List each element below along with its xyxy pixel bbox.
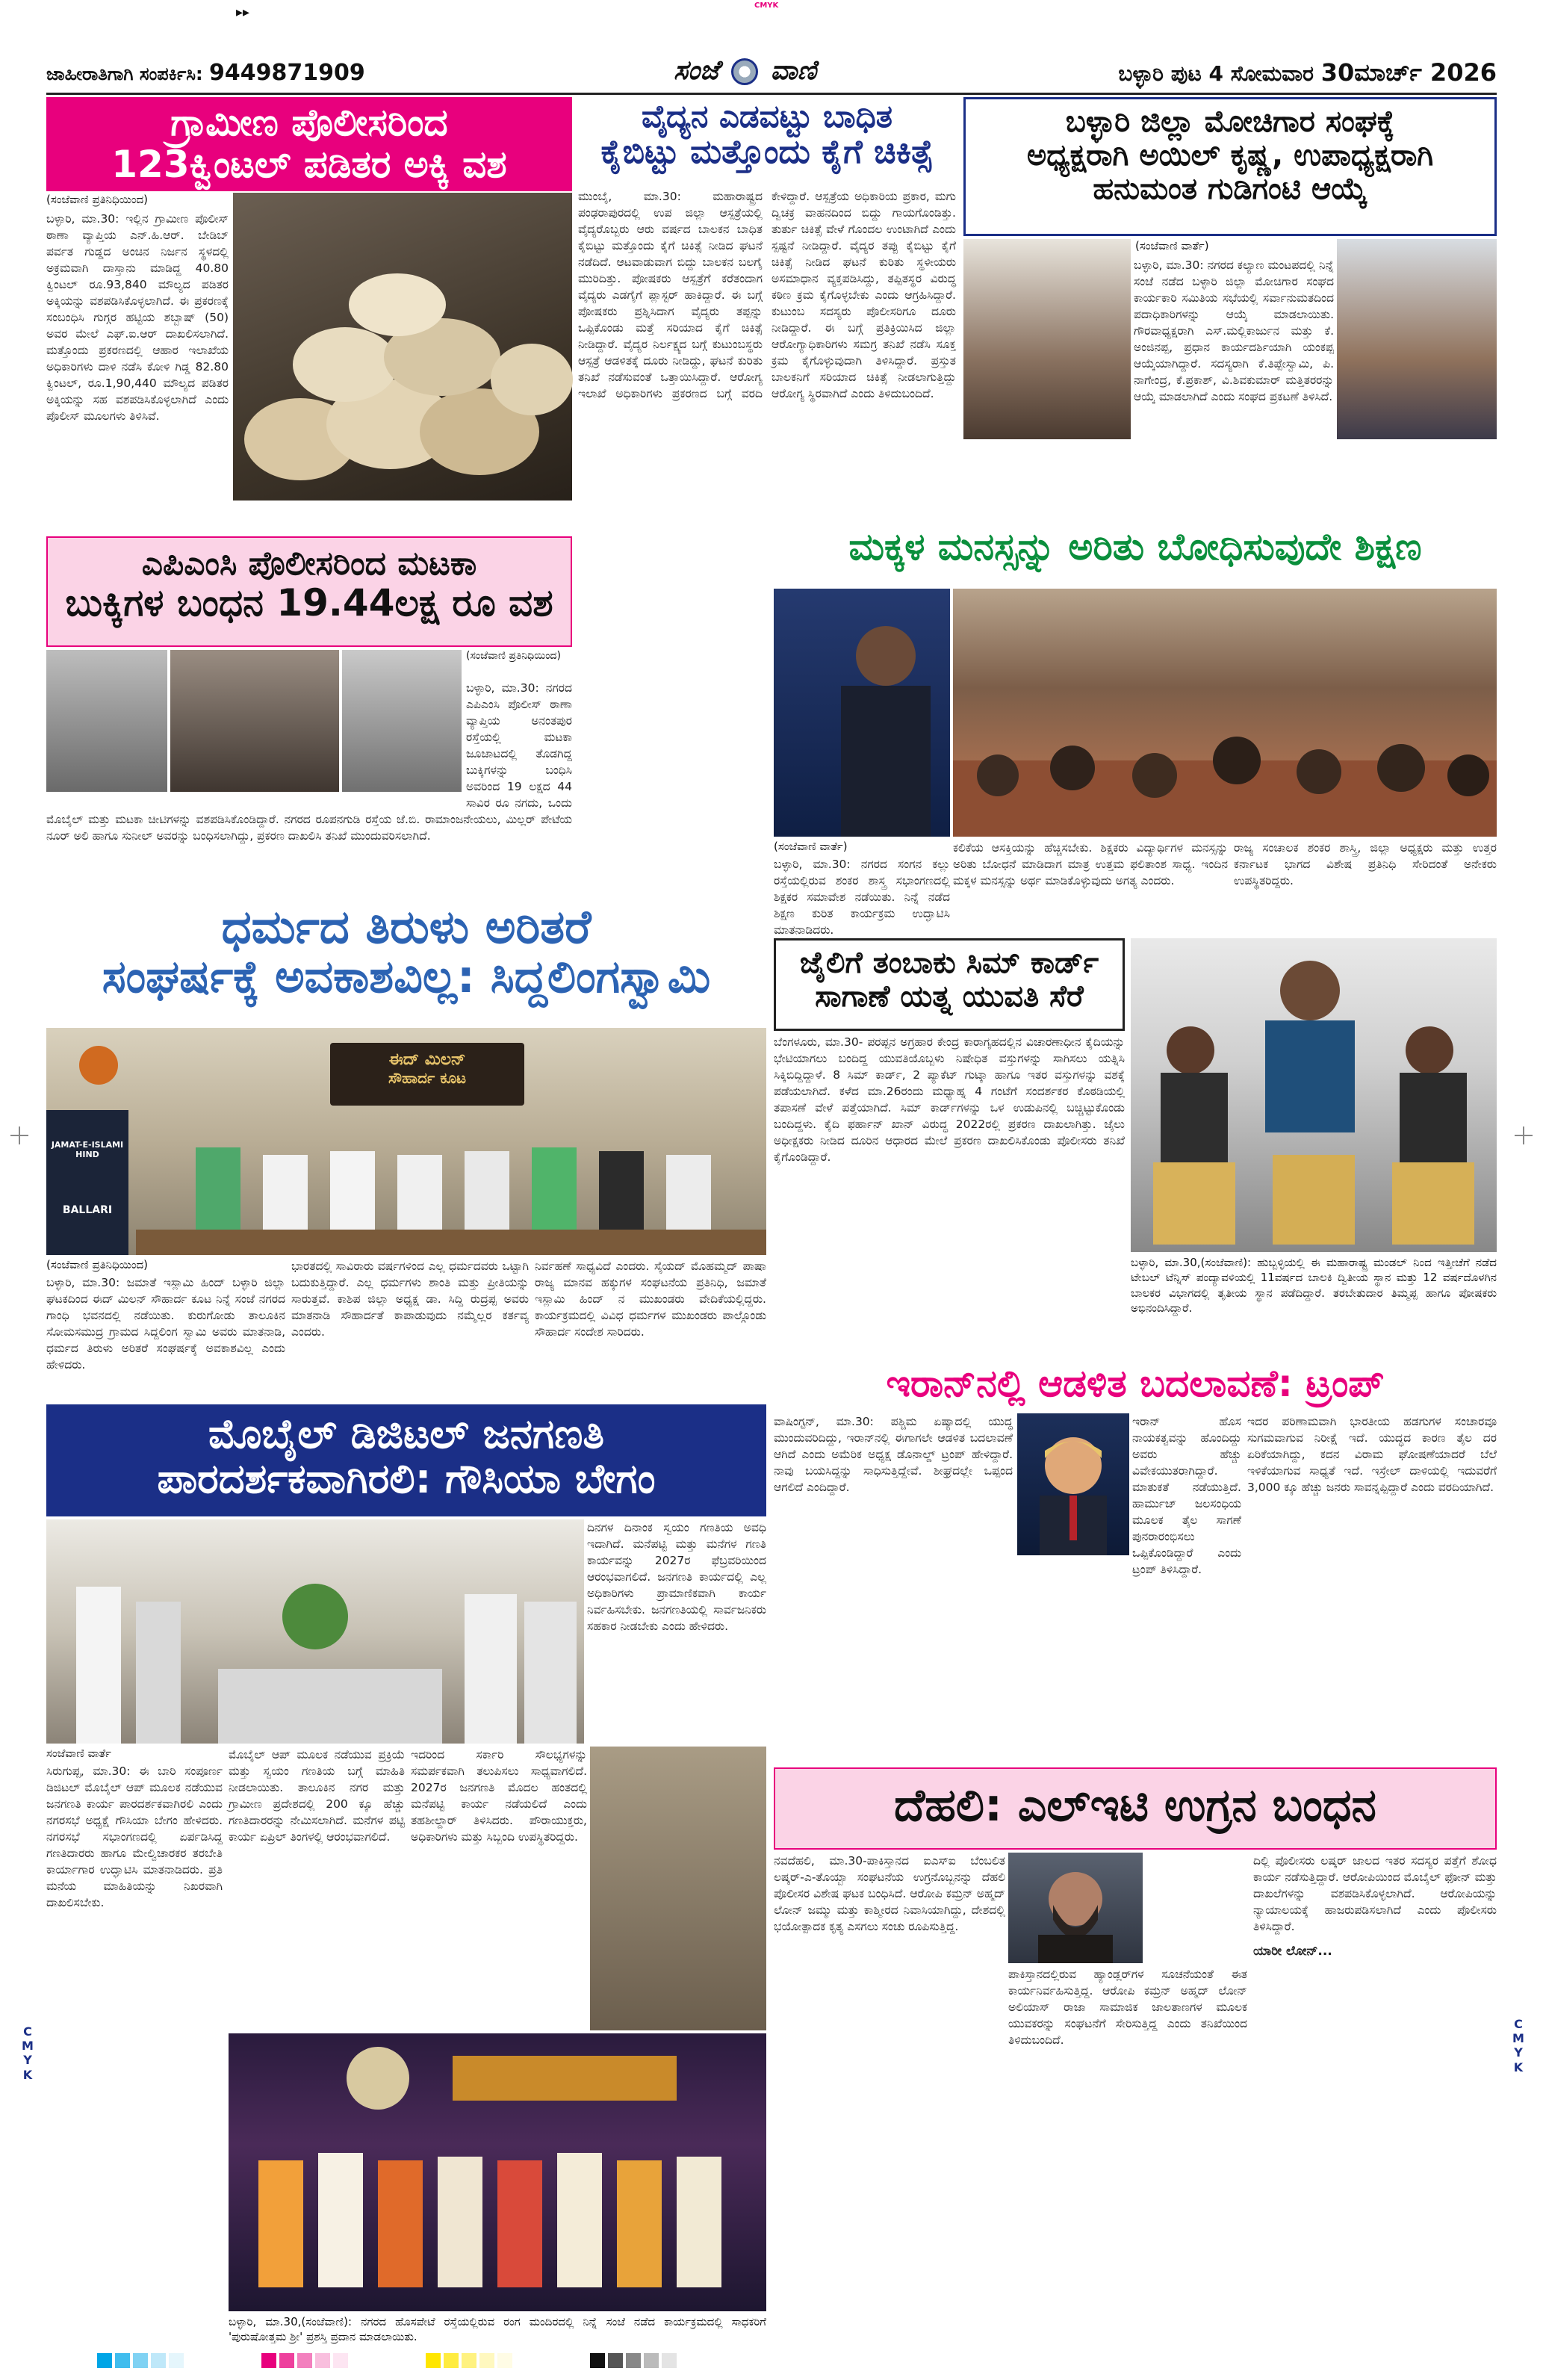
registration-mark-left [10,1127,28,1144]
association-body [963,257,1497,511]
iran-headline-box [774,1358,1497,1410]
edition-info [1118,58,1497,87]
podium-label: JAMAT-E-ISLAMI HIND [51,1140,124,1159]
census-dateline: ಸಂಜೆವಾಣಿ ವಾರ್ತೆ [46,1747,111,1760]
ration-headline-line1: ಗ್ರಾಮೀಣ ಪೊಲೀಸರಿಂದ [170,101,448,144]
doctor-body: ಮುಂಬೈ, ಮಾ.30: ಮಹಾರಾಷ್ಟ್ರದ ಪಂಢರಾಪುರದಲ್ಲಿ ಉಪ ಜಿಲ್ಲಾ ಆಸ್ಪತ್ರೆಯಲ್ಲಿ ವೈದ್ಯರೊಬ್ಬರು ಆರು ವರ್ಷದ ಬಾಲಕನ ಬಾಧಿತ ಕೈಬಿಟ್ಟು ಮತ್ತೊಂದು ಕೈಗೆ ಚಿಕಿತ್ಸೆ ನೀಡಿದ ಘಟನೆ ನಡೆದಿದೆ. ಆಟವಾಡುವಾಗ ಬಿದ್ದು ಬಾಲಕನ ಬಲಗೈ ಮುರಿದಿತ್ತು. ಪೋಷಕರು ಆಸ್ಪತ್ರೆಗೆ ಕರೆತಂದಾಗ ವೈದ್ಯರು ಎಡಗೈಗೆ ಪ್ಲಾಸ್ಟರ್ ಹಾಕಿದ್ದಾರೆ. ಈ ಬಗ್ಗೆ ಪೋಷಕರು ಪ್ರಶ್ನಿಸಿದಾಗ ವೈದ್ಯರು ತಪ್ಪನ್ನು ಒಪ್ಪಿಕೊಂಡು ಮತ್ತೆ ಸರಿಯಾದ ಕೈಗೆ ಚಿಕಿತ್ಸೆ ನೀಡಿದ್ದಾರೆ. ವೈದ್ಯರ ನಿರ್ಲಕ್ಷ್ಯದ ಬಗ್ಗೆ ಕುಟುಂಬಸ್ಥರು ಆಸ್ಪತ್ರೆ ಆಡಳಿತಕ್ಕೆ ದೂರು ನೀಡಿದ್ದು, ಘಟನೆ ಕುರಿತು ತನಿಖೆ ನಡೆಸುವಂತೆ ಒತ್ತಾಯಿಸಿದ್ದಾರೆ. ಆರೋಗ್ಯ ಇಲಾಖೆ ಅಧಿಕಾರಿಗಳು ಪ್ರಕರಣದ ಬಗ್ಗೆ ವರದಿ ಕೇಳಿದ್ದಾರೆ. ಆಸ್ಪತ್ರೆಯ ಅಧಿಕಾರಿಯ ಪ್ರಕಾರ, ಮಗು ದ್ವಿಚಕ್ರ ವಾಹನದಿಂದ ಬಿದ್ದು ಗಾಯಗೊಂಡಿತ್ತು. ತುರ್ತು ಚಿಕಿತ್ಸೆ ವೇಳೆ ಗೊಂದಲ ಉಂಟಾಗಿದೆ ಎಂದು ಸ್ಪಷ್ಟನೆ ನೀಡಿದ್ದಾರೆ. ವೈದ್ಯರ ತಪ್ಪು ಕೈಬಿಟ್ಟು ಕೈಗೆ ಚಿಕಿತ್ಸೆ ನೀಡಿದ ಘಟನೆ ಕುರಿತು ಸ್ಥಳೀಯರು ಅಸಮಾಧಾನ ವ್ಯಕ್ತಪಡಿಸಿದ್ದು, ತಪ್ಪಿತಸ್ಥರ ವಿರುದ್ಧ ಕಠಿಣ ಕ್ರಮ ಕೈಗೊಳ್ಳಬೇಕು ಎಂದು ಆಗ್ರಹಿಸಿದ್ದಾರೆ. ಕುಟುಂಬ ಸದಸ್ಯರು ಪೊಲೀಸರಿಗೂ ದೂರು ನೀಡಿದ್ದಾರೆ. ಈ ಬಗ್ಗೆ ಪ್ರತಿಕ್ರಿಯಿಸಿದ ಜಿಲ್ಲಾ ಆರೋಗ್ಯಾಧಿಕಾರಿಗಳು ಸಮಗ್ರ ತನಿಖೆ ನಡೆಸಿ ಸೂಕ್ತ ಕ್ರಮ ಕೈಗೊಳ್ಳುವುದಾಗಿ ತಿಳಿಸಿದ್ದಾರೆ. ಪ್ರಸ್ತುತ ಬಾಲಕನಿಗೆ ಸರಿಯಾದ ಚಿಕಿತ್ಸೆ ನೀಡಲಾಗುತ್ತಿದ್ದು ಆರೋಗ್ಯ ಸ್ಥಿರವಾಗಿದೆ ಎಂದು ತಿಳಿದುಬಂದಿದೆ. [578,190,956,400]
association-dateline: (ಸಂಜೆವಾಣಿ ವಾರ್ತೆ) [1135,239,1209,252]
census-headline-box [46,1404,766,1516]
education-body-mid: ಕಲಿಕೆಯ ಆಸಕ್ತಿಯನ್ನು ಹೆಚ್ಚಿಸಬೇಕು. ಶಿಕ್ಷಕರು ವಿದ್ಯಾರ್ಥಿಗಳ ಮನಸ್ಸನ್ನು ಅರಿತು ಬೋಧನೆ ಮಾಡಿದಾಗ ಮಾತ್ರ ಉತ್ತಮ ಫಲಿತಾಂಶ ಸಾಧ್ಯ. ಇಂದಿನ ಮಕ್ಕಳ ಮನಸ್ಸನ್ನು ಅರ್ಥ ಮಾಡಿಕೊಳ್ಳುವುದು ಅಗತ್ಯ ಎಂದರು. [953,841,1228,887]
eid-banner-line1: ಈದ್ ಮಿಲನ್ [388,1050,466,1069]
dharma-body-col2: ಭಾರತದಲ್ಲಿ ಸಾವಿರಾರು ವರ್ಷಗಳಿಂದ ಎಲ್ಲ ಧರ್ಮದವರು ಒಟ್ಟಾಗಿ ಬದುಕುತ್ತಿದ್ದಾರೆ. ಎಲ್ಲ ಧರ್ಮಗಳು ಶಾಂತಿ ಮತ್ತು ಪ್ರೀತಿಯನ್ನು ಸಾರುತ್ತವೆ. ಕಾಶಿಪ ಜಿಲ್ಲಾ ಅಧ್ಯಕ್ಷ ಡಾ. ಸಿದ್ದಿ ರುದ್ರಪ್ಪ ಅವರು ಮಾತನಾಡಿ ಸೌಹಾರ್ದತೆ ಕಾಪಾಡುವುದು ನಮ್ಮೆಲ್ಲರ ಕರ್ತವ್ಯ ಎಂದರು. [291,1259,529,1339]
ad-contact-label: ಜಾಹೀರಾತಿಗಾಗಿ ಸಂಪರ್ಕಿಸಿ: [46,63,203,84]
iran-body-col1: ವಾಷಿಂಗ್ಟನ್, ಮಾ.30: ಪಶ್ಚಿಮ ಏಷ್ಯಾದಲ್ಲಿ ಯುದ್ಧ ಮುಂದುವರಿದಿದ್ದು, ಇರಾನ್‌ನಲ್ಲಿ ಈಗಾಗಲೇ ಆಡಳಿತ ಬದಲಾವಣೆ ಆಗಿದೆ ಎಂದು ಅಮೆರಿಕ ಅಧ್ಯಕ್ಷ ಡೊನಾಲ್ಡ್ ಟ್ರಂಪ್ ಹೇಳಿದ್ದಾರೆ. ನಾವು ಬಯಸಿದ್ದನ್ನು ಸಾಧಿಸುತ್ತಿದ್ದೇವೆ. ಶೀಘ್ರದಲ್ಲೇ ಒಪ್ಪಂದ ಆಗಲಿದೆ ಎಂದಿದ್ದಾರೆ. [774,1415,1013,1494]
matka-headline-line2: ಬುಕ್ಕಿಗಳ ಬಂಧನ 19.44ಲಕ್ಷ ರೂ ವಶ [65,581,553,625]
census-side-photo [590,1747,766,2030]
education-headline: ಮಕ್ಕಳ ಮನಸ್ಸನ್ನು ಅರಿತು ಬೋಧಿಸುವುದೇ ಶಿಕ್ಷಣ [848,525,1422,568]
accused-terrorist-photo [1008,1853,1143,1963]
matka-body [46,680,572,843]
census-body-col2: ಮೊಬೈಲ್ ಆಪ್ ಮೂಲಕ ನಡೆಯುವ ಪ್ರಕ್ರಿಯೆ ಮತ್ತು ಸ್ವಯಂ ಗಣತಿಯ ಬಗ್ಗೆ ಮಾಹಿತಿ ನೀಡಲಾಯಿತು. ತಾಲೂಕಿನ ನಗರ ಮತ್ತು ಗ್ರಾಮೀಣ ಪ್ರದೇಶದಲ್ಲಿ 200 ಕ್ಕೂ ಹೆಚ್ಚು ಗಣತಿದಾರರನ್ನು ನೇಮಿಸಲಾಗಿದೆ. ಮನೆಗಳ ಪಟ್ಟಿ ಕಾರ್ಯ ಏಪ್ರಿಲ್ ತಿಂಗಳಲ್ಲಿ ಆರಂಭವಾಗಲಿದೆ. [229,1748,405,1844]
association-headline-line3: ಹನುಮಂತ ಗುಡಿಗಂಟಿ ಆಯ್ಕೆ [1093,171,1367,206]
ration-dateline: (ಸಂಜೆವಾಣಿ ಪ್ರತಿನಿಧಿಯಿಂದ) [46,193,149,206]
education-headline-box [774,514,1497,586]
matka-body-text: ಬಳ್ಳಾರಿ, ಮಾ.30: ನಗರದ ಎಪಿಎಂಸಿ ಪೊಲೀಸ್ ಠಾಣಾ ವ್ಯಾಪ್ತಿಯ ಅನಂತಪುರ ರಸ್ತೆಯಲ್ಲಿ ಮಟಕಾ ಜೂಜಾಟದಲ್ಲಿ ತೊಡಗಿದ್ದ ಬುಕ್ಕಿಗಳನ್ನು ಬಂಧಿಸಿ ಅವರಿಂದ 19 ಲಕ್ಷದ 44 ಸಾವಿರ ರೂ ನಗದು, ಒಂದು ಮೊಬೈಲ್ ಮತ್ತು ಮಟಕಾ ಚೀಟಿಗಳನ್ನು ವಶಪಡಿಸಿಕೊಂಡಿದ್ದಾರೆ. ನಗರದ ರೂಪನಗುಡಿ ರಸ್ತೆಯ ಜೆ.ಬಿ. ರಾಮಾಂಜನೇಯಲು, ಮಿಲ್ಲರ್ ಪೇಟೆಯ ನೂರ್ ಅಲಿ ಹಾಗೂ ಸುನೀಲ್ ಅವರನ್ನು ಬಂಧಿಸಲಾಗಿದ್ದು, ಪ್ರಕರಣ ದಾಖಲಿಸಿ ತನಿಖೆ ಮುಂದುವರಿಸಲಾಗಿದೆ. [46,681,572,843]
delhi-headline-box [774,1767,1497,1850]
dharma-body-col3: ನಿರ್ವಹಣೆ ಸಾಧ್ಯವಿದೆ ಎಂದರು. ಸೈಯದ್ ಮೊಹಮ್ಮದ್ ಪಾಷಾ ರಾಜ್ಯ ಮಾನವ ಹಕ್ಕುಗಳ ಸಂಘಟನೆಯ ಪ್ರತಿನಿಧಿ, ಜಮಾತೆ ಇಸ್ಲಾಮಿ ಹಿಂದ್ ನ ಮುಖಂಡರು ವೇದಿಕೆಯಲ್ಲಿದ್ದರು. ಕಾರ್ಯಕ್ರಮದಲ್ಲಿ ವಿವಿಧ ಧರ್ಮಗಳ ಮುಖಂಡರು ಪಾಲ್ಗೊಂಡು ಸೌಹಾರ್ದ ಸಂದೇಶ ಸಾರಿದರು. [535,1259,766,1339]
color-bar-cyan [97,2353,184,2368]
audience-photo [953,589,1497,837]
eid-milan-event-photo [46,1028,766,1255]
ad-contact-number: 9449871909 [208,60,365,86]
award-ceremony-photo [229,2033,766,2311]
gutka-body: ಬೆಂಗಳೂರು, ಮಾ.30- ಪರಪ್ಪನ ಅಗ್ರಹಾರ ಕೇಂದ್ರ ಕಾರಾಗೃಹದಲ್ಲಿನ ವಿಚಾರಣಾಧೀನ ಕೈದಿಯನ್ನು ಭೇಟಿಯಾಗಲು ಬಂದಿದ್ದ ಯುವತಿಯೊಬ್ಬಳು ನಿಷೇಧಿತ ವಸ್ತುಗಳನ್ನು ಸಾಗಿಸಲು ಯತ್ನಿಸಿ ಸಿಕ್ಕಿಬಿದ್ದಿದ್ದಾಳೆ. 8 ಸಿಮ್ ಕಾರ್ಡ್, 2 ಪ್ಯಾಕೆಟ್ ಗುಟ್ಕಾ ಹಾಗೂ ಇತರ ವಸ್ತುಗಳನ್ನು ವಶಕ್ಕೆ ಪಡೆಯಲಾಗಿದೆ. ಕಳೆದ ಮಾ.26ರಂದು ಮಧ್ಯಾಹ್ನ 4 ಗಂಟೆಗೆ ಸಂದರ್ಶಕರ ಕೊಠಡಿಯಲ್ಲಿ ತಪಾಸಣೆ ವೇಳೆ ಪತ್ತೆಯಾಗಿದೆ. ಸಿಮ್ ಕಾರ್ಡ್‌ಗಳನ್ನು ಒಳ ಉಡುಪಿನಲ್ಲಿ ಬಚ್ಚಿಟ್ಟುಕೊಂಡು ಬಂದಿದ್ದಳು. ಕೈದಿ ಫರ್ಹಾನ್ ಖಾನ್ ವಿರುದ್ಧ 2022ರಲ್ಲಿ ಪ್ರಕರಣ ದಾಖಲಾಗಿತ್ತು. ಜೈಲು ಅಧೀಕ್ಷಕರು ನೀಡಿದ ದೂರಿನ ಆಧಾರದ ಮೇಲೆ ಪ್ರಕರಣ ದಾಖಲಿಸಿಕೊಂಡು ಪೊಲೀಸರು ತನಿಖೆ ಕೈಗೊಂಡಿದ್ದಾರೆ. [774,1035,1125,1164]
ration-photo-caption-overlap [233,501,572,533]
masthead [46,54,1497,93]
dharma-body-col1: ಬಳ್ಳಾರಿ, ಮಾ.30: ಜಮಾತೆ ಇಸ್ಲಾಮಿ ಹಿಂದ್ ಬಳ್ಳಾರಿ ಜಿಲ್ಲಾ ಘಟಕದಿಂದ ಈದ್ ಮಿಲನ್ ಸೌಹಾರ್ದ ಕೂಟ ನಿನ್ನೆ ಸಂಜೆ ನಗರದ ಗಾಂಧಿ ಭವನದಲ್ಲಿ ನಡೆಯಿತು. ಕುರುಗೋಡು ತಾಲೂಕಿನ ಸೋಮಸಮುದ್ರ ಗ್ರಾಮದ ಸಿದ್ದಲಿಂಗ ಸ್ವಾಮಿ ಅವರು ಮಾತನಾಡಿ, ಧರ್ಮದ ತಿರುಳು ಅರಿತರೆ ಸಂಘರ್ಷಕ್ಕೆ ಅವಕಾಶವಿಲ್ಲ ಎಂದು ಹೇಳಿದರು. [46,1276,285,1372]
association-body-text: ಬಳ್ಳಾರಿ, ಮಾ.30: ನಗರದ ಕಲ್ಯಾಣ ಮಂಟಪದಲ್ಲಿ ನಿನ್ನೆ ಸಂಜೆ ನಡೆದ ಬಳ್ಳಾರಿ ಜಿಲ್ಲಾ ಮೋಚಿಗಾರ ಸಂಘದ ಕಾರ್ಯಕಾರಿ ಸಮಿತಿಯ ಸಭೆಯಲ್ಲಿ ಸರ್ವಾನುಮತದಿಂದ ಪದಾಧಿಕಾರಿಗಳನ್ನು ಆಯ್ಕೆ ಮಾಡಲಾಯಿತು. ಗೌರವಾಧ್ಯಕ್ಷರಾಗಿ ಎಸ್.ಮಲ್ಲಿಕಾರ್ಜುನ ಮತ್ತು ಕೆ. ಅಂಜಿನಪ್ಪ, ಪ್ರಧಾನ ಕಾರ್ಯದರ್ಶಿಯಾಗಿ ಯಂಕಪ್ಪ ಆಯ್ಕೆಯಾಗಿದ್ದಾರೆ. ಸದಸ್ಯರಾಗಿ ಕೆ.ತಿಪ್ಪೇಸ್ವಾಮಿ, ಪಿ. ನಾಗೇಂದ್ರ, ಕೆ.ಪ್ರಕಾಶ್, ವಿ.ಶಿವಕುಮಾರ್ ಮತ್ತಿತರರನ್ನು ಆಯ್ಕೆ ಮಾಡಲಾಗಿದೆ ಎಂದು ಸಂಘದ ಪ್ರಕಟಣೆ ತಿಳಿಸಿದೆ. [1134,258,1334,403]
delhi-body-col2 [1008,1966,1247,2341]
association-headline-line2: ಅಧ್ಯಕ್ಷರಾಗಿ ಅಯಿಲ್ ಕೃಷ್ಣ, ಉಪಾಧ್ಯಕ್ಷರಾಗಿ [1026,137,1434,173]
association-headline-box [963,97,1497,236]
doctor-headline-box [578,94,956,187]
delhi-body-col2-top [1146,1853,1247,1963]
delhi-body-col1: ನವದೆಹಲಿ, ಮಾ.30-ಪಾಕಿಸ್ತಾನದ ಐಎಸ್‌ಐ ಬೆಂಬಲಿತ ಲಷ್ಕರ್-ಎ-ತೊಯ್ಬಾ ಸಂಘಟನೆಯ ಉಗ್ರನೊಬ್ಬನನ್ನು ದೆಹಲಿ ಪೊಲೀಸರ ವಿಶೇಷ ಘಟಕ ಬಂಧಿಸಿದೆ. ಆರೋಪಿ ಕಮ್ರನ್ ಅಹ್ಮದ್ ಲೋನ್ ಜಮ್ಮು ಮತ್ತು ಕಾಶ್ಮೀರದ ನಿವಾಸಿಯಾಗಿದ್ದು, ದೇಶದಲ್ಲಿ ಭಯೋತ್ಪಾದಕ ಕೃತ್ಯ ಎಸಗಲು ಸಂಚು ರೂಪಿಸುತ್ತಿದ್ದ. [774,1854,1005,1933]
dharma-headline-box [46,896,766,1023]
color-bar-black [590,2353,677,2368]
ration-body: ಬಳ್ಳಾರಿ, ಮಾ.30: ಇಲ್ಲಿನ ಗ್ರಾಮೀಣ ಪೊಲೀಸ್ ಠಾಣಾ ವ್ಯಾಪ್ತಿಯ ಎನ್.ಹಿ.ಆರ್. ಬೇಡಿಬ್ ಪರ್ವತ ಗುಡ್ಡದ ಅಂಚಿನ ನಿರ್ಜನ ಸ್ಥಳದಲ್ಲಿ ಅಕ್ರಮವಾಗಿ ದಾಸ್ತಾನು ಮಾಡಿದ್ದ 40.80 ಕ್ವಿಂಟಲ್ ರೂ.93,840 ಮೌಲ್ಯದ ಪಡಿತರ ಅಕ್ಕಿಯನ್ನು ವಶಪಡಿಸಿಕೊಳ್ಳಲಾಗಿದೆ. ಈ ಪ್ರಕರಣಕ್ಕೆ ಸಂಬಂಧಿಸಿ ಗುಗ್ಗರ ಹಟ್ಟಿಯ ಶಬ್ಬಾಷ್ (50) ಅವರ ಮೇಲೆ ಎಫ್.ಐ.ಆರ್ ದಾಖಲಿಸಲಾಗಿದೆ. ಮತ್ತೊಂದು ಪ್ರಕರಣದಲ್ಲಿ ಆಹಾರ ಇಲಾಖೆಯ ಅಧಿಕಾರಿಗಳು ದಾಳಿ ನಡೆಸಿ ಕೋಳಿ ಗಿಡ್ಡ 82.80 ಕ್ವಿಂಟಲ್, ರೂ.1,90,440 ಮೌಲ್ಯದ ಪಡಿತರ ಅಕ್ಕಿಯನ್ನು ಸಹ ವಶಪಡಿಸಿಕೊಳ್ಳಲಾಗಿದೆ ಎಂದು ಪೊಲೀಸ್ ಮೂಲಗಳು ತಿಳಿಸಿವೆ. [46,212,229,423]
education-body-left: ಬಳ್ಳಾರಿ, ಮಾ.30: ನಗರದ ಸಂಗನ ಕಲ್ಲು ರಸ್ತೆಯಲ್ಲಿರುವ ಶಂಕರ ಶಾಸ್ತ್ರ ಸಭಾಂಗಣದಲ್ಲಿ ಶಿಕ್ಷಕರ ಸಮಾವೇಶ ನಡೆಯಿತು. ನಿನ್ನೆ ನಡೆದ ಶಿಕ್ಷಣ ಕುರಿತ ಕಾರ್ಯಕ್ರಮ ಉದ್ಘಾಟಿಸಿ ಮಾತನಾಡಿದರು. [774,858,950,937]
association-left-spacer [963,257,1134,442]
color-bar-magenta [261,2353,348,2368]
delhi-headline: ದೆಹಲಿ: ಎಲ್‌ಇಟಿ ಉಗ್ರನ ಬಂಧನ [894,1779,1376,1832]
census-body-col3: ಇದರಿಂದ ಸರ್ಕಾರಿ ಸೌಲಭ್ಯಗಳನ್ನು ಸಮರ್ಪಕವಾಗಿ ತಲುಪಿಸಲು ಸಾಧ್ಯವಾಗಲಿದೆ. 2027ರ ಜನಗಣತಿ ಮೊದಲ ಹಂತದಲ್ಲಿ ಮನೆಪಟ್ಟಿ ಕಾರ್ಯ ನಡೆಯಲಿದೆ ಎಂದು ತಹಶೀಲ್ದಾರ್ ತಿಳಿಸಿದರು. ಪೌರಾಯುಕ್ತರು, ಅಧಿಕಾರಿಗಳು ಮತ್ತು ಸಿಬ್ಬಂದಿ ಉಪಸ್ಥಿತರಿದ್ದರು. [411,1748,587,1844]
cmyk-registration-top: CMYK [754,1,779,10]
iran-body-col2: ಇರಾನ್ ಹೊಸ ನಾಯಕತ್ವವನ್ನು ಹೊಂದಿದ್ದು ಅವರು ಹೆಚ್ಚು ವಿವೇಕಯುತರಾಗಿದ್ದಾರೆ. ಮಾತುಕತೆ ನಡೆಯುತ್ತಿದೆ. ಹಾರ್ಮುಜ್ ಜಲಸಂಧಿಯ ಮೂಲಕ ತೈಲ ಸಾಗಣೆ ಪುನರಾರಂಭಿಸಲು ಒಪ್ಪಿಕೊಂಡಿದ್ದಾರೆ ಎಂದು ಟ್ರಂಪ್ ತಿಳಿಸಿದ್ದಾರೆ. [1132,1415,1241,1576]
census-body-col1: ಸಿರುಗುಪ್ಪ, ಮಾ.30: ಈ ಬಾರಿ ಸಂಪೂರ್ಣ ಡಿಜಿಟಲ್ ಮೊಬೈಲ್ ಆಪ್ ಮೂಲಕ ನಡೆಯುವ ಜನಗಣತಿ ಕಾರ್ಯ ಪಾರದರ್ಶಕವಾಗಿರಲಿ ಎಂದು ನಗರಸಭೆ ಅಧ್ಯಕ್ಷೆ ಗೌಸಿಯಾ ಬೇಗಂ ಹೇಳಿದರು. ನಗರಸಭೆ ಸಭಾಂಗಣದಲ್ಲಿ ಏರ್ಪಡಿಸಿದ್ದ ಗಣತಿದಾರರು ಹಾಗೂ ಮೇಲ್ವಿಚಾರಕರ ತರಬೇತಿ ಕಾರ್ಯಾಗಾರ ಉದ್ಘಾಟಿಸಿ ಮಾತನಾಡಿದರು. ಪ್ರತಿ ಮನೆಯ ಮಾಹಿತಿಯನ್ನು ನಿಖರವಾಗಿ ದಾಖಲಿಸಬೇಕು. [46,1764,223,1909]
logo-left-text: ಸಂಜೆ [674,55,719,86]
iran-headline: ಇರಾನ್‌ನಲ್ಲಿ ಆಡಳಿತ ಬದಲಾವಣೆ: ಟ್ರಂಪ್ [886,1362,1385,1405]
issue-date: 30ಮಾರ್ಚ್ 2026 [1320,58,1497,87]
color-bar-yellow [426,2353,512,2368]
registration-mark-right [1515,1127,1533,1144]
association-headline-line1: ಬಳ್ಳಾರಿ ಜಿಲ್ಲಾ ಮೋಚಿಗಾರ ಸಂಘಕ್ಕೆ [1065,105,1395,139]
matka-dateline: (ಸಂಜೆವಾಣಿ ಪ್ರತಿನಿಧಿಯಿಂದ) [466,650,561,662]
gutka-headline-box [774,938,1125,1031]
delhi-body-col3-text: ದಿಲ್ಲಿ ಪೊಲೀಸರು ಲಷ್ಕರ್ ಜಾಲದ ಇತರ ಸದಸ್ಯರ ಪತ್ತೆಗೆ ಶೋಧ ಕಾರ್ಯ ನಡೆಸುತ್ತಿದ್ದಾರೆ. ಆರೋಪಿಯಿಂದ ಮೊಬೈಲ್ ಫೋನ್ ಮತ್ತು ದಾಖಲೆಗಳನ್ನು ವಶಪಡಿಸಿಕೊಳ್ಳಲಾಗಿದೆ. ಆರೋಪಿಯನ್ನು ನ್ಯಾಯಾಲಯಕ್ಕೆ ಹಾಜರುಪಡಿಸಲಾಗಿದೆ ಎಂದು ಪೊಲೀಸರು ತಿಳಿಸಿದ್ದಾರೆ. [1253,1854,1497,1933]
eid-banner [330,1043,524,1106]
census-headline-line1: ಮೊಬೈಲ್ ಡಿಜಿಟಲ್ ಜನಗಣತಿ [208,1410,604,1457]
census-headline-line2: ಪಾರದರ್ಶಕವಾಗಿರಲಿ: ಗೌಸಿಯಾ ಬೇಗಂ [157,1455,656,1503]
census-body-photo-side: ದಿನಗಳ ದಿನಾಂಕ ಸ್ವಯಂ ಗಣತಿಯ ಅವಧಿ ಇದಾಗಿದೆ. ಮನೆಪಟ್ಟಿ ಮತ್ತು ಮನೆಗಳ ಗಣತಿ ಕಾರ್ಯವನ್ನು 2027ರ ಫೆಬ್ರವರಿಯಿಂದ ಆರಂಭವಾಗಲಿದೆ. ಜನಗಣತಿ ಕಾರ್ಯದಲ್ಲಿ ಎಲ್ಲ ಅಧಿಕಾರಿಗಳು ಪ್ರಾಮಾಣಿಕವಾಗಿ ಕಾರ್ಯ ನಿರ್ವಹಿಸಬೇಕು. ಜನಗಣತಿಯಲ್ಲಿ ಸಾರ್ವಜನಿಕರು ಸಹಕಾರ ನೀಡಬೇಕು ಎಂದು ಹೇಳಿದರು. [587,1521,766,1633]
podium-city: BALLARI [62,1204,113,1216]
ad-contact [46,60,365,86]
eid-banner-line2: ಸೌಹಾರ್ದ ಕೂಟ [388,1069,467,1087]
trump-photo [1017,1413,1129,1555]
education-dateline: (ಸಂಜೆವಾಣಿ ವಾರ್ತೆ) [774,840,848,853]
census-workshop-photo [46,1519,584,1744]
award-ceremony-caption: ಬಳ್ಳಾರಿ, ಮಾ.30,(ಸಂಜೆವಾಣಿ): ನಗರದ ಹೊಸಪೇಟೆ ರಸ್ತೆಯಲ್ಲಿರುವ ರಂಗ ಮಂದಿರದಲ್ಲಿ ನಿನ್ನೆ ಸಂಜೆ ನಡೆದ ಕಾರ್ಯಕ್ರಮದಲ್ಲಿ ಸಾಧಕರಿಗೆ 'ಪುರುಷೋತ್ತಮ ಶ್ರೀ' ಪ್ರಶಸ್ತಿ ಪ್ರದಾನ ಮಾಡಲಾಯಿತು. [229,2315,766,2344]
podium [46,1110,128,1255]
newspaper-logo [674,55,816,87]
print-marker: ▸▸ [236,4,250,20]
delhi-subhead: ಯಾರೀ ಲೋನ್... [1253,1944,1332,1959]
iran-body-col3: ಇದರ ಪರಿಣಾಮವಾಗಿ ಭಾರತೀಯ ಹಡಗುಗಳ ಸಂಚಾರವೂ ಸುಗಮವಾಗುವ ನಿರೀಕ್ಷೆ ಇದೆ. ಯುದ್ಧದ ಕಾರಣ ತೈಲ ದರ ಏರಿಕೆಯಾಗಿದ್ದು, ಕದನ ವಿರಾಮ ಘೋಷಣೆಯಾದರೆ ಬೆಲೆ ಇಳಿಕೆಯಾಗುವ ಸಾಧ್ಯತೆ ಇದೆ. ಇಸ್ರೇಲ್ ದಾಳಿಯಲ್ಲಿ ಇದುವರೆಗೆ 3,000 ಕ್ಕೂ ಹೆಚ್ಚು ಜನರು ಸಾವನ್ನಪ್ಪಿದ್ದಾರೆ ಎಂದು ವರದಿಯಾಗಿದೆ. [1247,1415,1497,1494]
edition-name: ಬಳ್ಳಾರಿ [1118,61,1164,86]
matka-headline-box [46,536,572,647]
sports-caption: ಬಳ್ಳಾರಿ, ಮಾ.30,(ಸಂಜೆವಾಣಿ): ಹುಬ್ಬಳ್ಳಿಯಲ್ಲಿ ಈ ಮಹಾರಾಷ್ಟ್ರ ಮಂಡಲ್ ನಿಂದ ಇತ್ತೀಚೆಗೆ ನಡೆದ ಟೇಬಲ್ ಟೆನ್ನಿಸ್ ಪಂದ್ಯಾವಳಿಯಲ್ಲಿ 11ವರ್ಷದ ಬಾಲಕಿ ದ್ವಿತೀಯ ಸ್ಥಾನ ಮತ್ತು 12 ವರ್ಷದೊಳಗಿನ ಬಾಲಕರ ವಿಭಾಗದಲ್ಲಿ ತೃತೀಯ ಸ್ಥಾನ ಪಡೆದಿದ್ದಾರೆ. ತರಬೇತುದಾರ ತಿಮ್ಮಪ್ಪ ಹಾಗೂ ಪೋಷಕರು ಅಭಿನಂದಿಸಿದ್ದಾರೆ. [1131,1255,1497,1355]
matka-body-photo-spacer [46,680,466,796]
ration-headline-box [46,97,572,191]
speaker-photo [774,589,950,837]
education-body-right: ರಾಜ್ಯ ಸಂಚಾಲಕ ಶಂಕರ ಶಾಸ್ತ್ರಿ, ಜಿಲ್ಲಾ ಅಧ್ಯಕ್ಷರು ಮತ್ತು ಉತ್ತರ ಕರ್ನಾಟಕ ಭಾಗದ ವಿಶೇಷ ಪ್ರತಿನಿಧಿ ಸೇರಿದಂತೆ ಅನೇಕರು ಉಪಸ್ಥಿತರಿದ್ದರು. [1234,841,1497,887]
doctor-headline-line2: ಕೈಬಿಟ್ಟು ಮತ್ತೊಂದು ಕೈಗೆ ಚಿಕಿತ್ಸೆ [600,133,934,172]
logo-right-text: ವಾಣಿ [770,55,817,86]
dharma-dateline: (ಸಂಜೆವಾಣಿ ಪ್ರತಿನಿಧಿಯಿಂದ) [46,1258,149,1271]
dharma-headline-line1: ಧರ್ಮದ ತಿರುಳು ಅರಿತರೆ [221,899,592,954]
delhi-body-col2-text: ಪಾಕಿಸ್ತಾನದಲ್ಲಿರುವ ಹ್ಯಾಂಡ್ಲರ್‌ಗಳ ಸೂಚನೆಯಂತೆ ಈತ ಕಾರ್ಯನಿರ್ವಹಿಸುತ್ತಿದ್ದ. ಆರೋಪಿ ಕಮ್ರನ್ ಅಹ್ಮದ್ ಲೋನ್ ಅಲಿಯಾಸ್ ರಾಜಾ ಸಾಮಾಜಿಕ ಜಾಲತಾಣಗಳ ಮೂಲಕ ಯುವಕರನ್ನು ಸಂಘಟನೆಗೆ ಸೇರಿಸುತ್ತಿದ್ದ ಎಂದು ತನಿಖೆಯಿಂದ ತಿಳಿದುಬಂದಿದೆ. [1008,1968,1247,2047]
matka-headline-line1: ಎಪಿಎಂಸಿ ಪೊಲೀಸರಿಂದ ಮಟಕಾ [141,545,477,583]
day-name: ಸೋಮವಾರ [1230,61,1314,86]
association-right-spacer [1334,257,1497,442]
table-tennis-winners-photo [1131,938,1497,1252]
delhi-body-col3 [1253,1853,1497,2341]
doctor-headline-line1: ವೈದ್ಯನ ಎಡವಟ್ಟು ಬಾಧಿತ [642,98,892,134]
cmyk-right-marker: C M Y K [1512,2017,1524,2074]
cmyk-left-marker: C M Y K [22,2024,34,2082]
gutka-headline-line2: ಸಾಗಾಣೆ ಯತ್ನ ಯುವತಿ ಸೆರೆ [815,979,1084,1014]
ration-headline-line2: 123ಕ್ವಿಂಟಲ್ ಪಡಿತರ ಅಕ್ಕಿ ವಶ [111,143,507,186]
page-number: ಪುಟ 4 [1170,61,1224,86]
rice-sacks-photo [233,193,572,533]
dharma-headline-line2: ಸಂಘರ್ಷಕ್ಕೆ ಅವಕಾಶವಿಲ್ಲ: ಸಿದ್ದಲಿಂಗಸ್ವಾಮಿ [102,951,711,1004]
gutka-headline-line1: ಜೈಲಿಗೆ ತಂಬಾಕು ಸಿಮ್ ಕಾರ್ಡ್ [799,946,1099,980]
globe-icon [731,58,758,85]
